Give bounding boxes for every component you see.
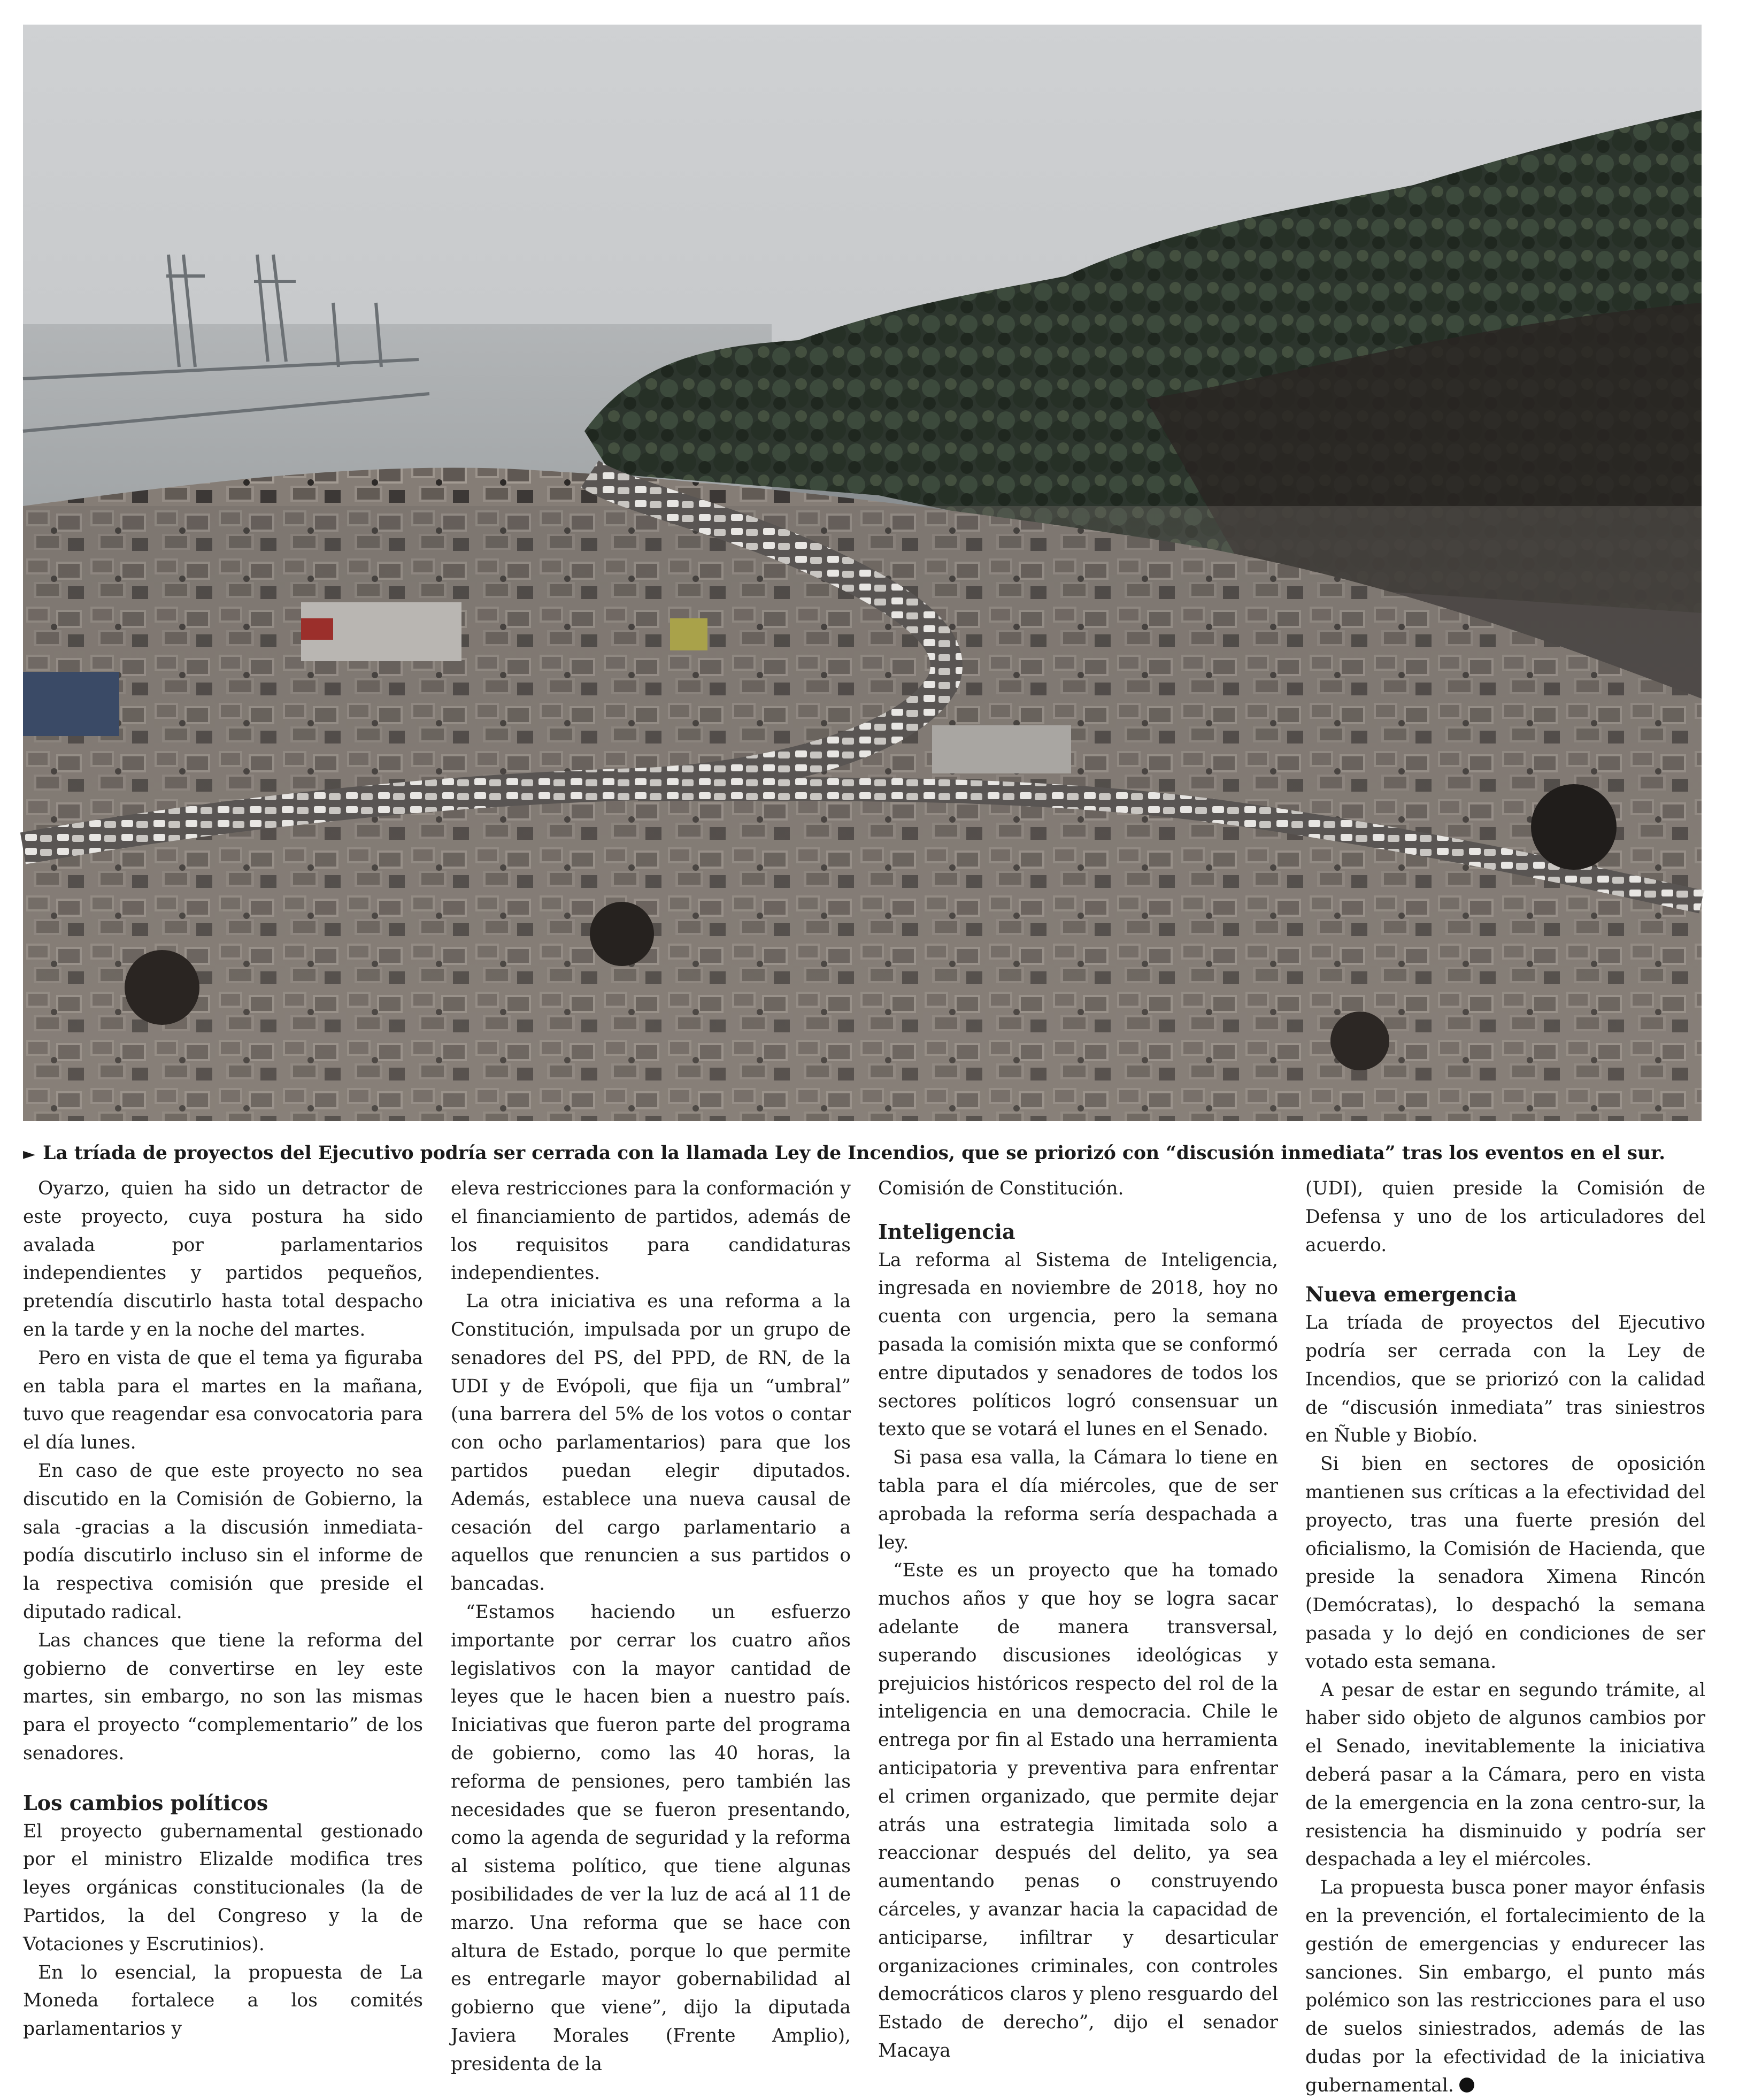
paragraph: La reforma al Sistema de Inteligencia, ingresada en noviembre de 2018, hoy no cuenta con urgencia, pero la semana pasada la comisión mixta que se conformó entre diputados y senadores de todos los sectores políticos logró consensuar un texto que se votará el lunes en el Senado. (878, 1249, 1278, 1440)
paragraph-final (1305, 1874, 1705, 2099)
caption-marker-icon: ► (23, 1145, 36, 1163)
paragraph: En caso de que este proyecto no sea discutido en la Comisión de Gobierno, la sala -gracias a la discusión inmediata- podía discutirlo incluso sin el informe de la respectiva comisión que preside el diputado radical. (23, 1460, 423, 1623)
paragraph: Las chances que tiene la reforma del gobierno de convertirse en ley este martes, sin embargo, no son las mismas para el proyecto “complementario” de los senadores. (23, 1629, 423, 1764)
paragraph: A pesar de estar en segundo trámite, al haber sido objeto de algunos cambios por el Senado, inevitablemente la iniciativa deberá pasar a la Cámara, pero en vista de la emergencia en la zona centro-sur, la resistencia ha disminuido y podría ser despachada a ley el miércoles. (1305, 1679, 1705, 1871)
paragraph: La tríada de proyectos del Ejecutivo podría ser cerrada con la Ley de Incendios, que se priorizó con la calidad de “discusión inmediata” tras siniestros en Ñuble y Biobío. (1305, 1312, 1705, 1447)
paragraph: Pero en vista de que el tema ya figuraba en tabla para el martes en la mañana, tuvo que reagendar esa convocatoria para el día lunes. (23, 1347, 423, 1454)
article-column-4 (1305, 1175, 1705, 2096)
paragraph: La otra iniciativa es una reforma a la Constitución, impulsada por un grupo de senadores del PS, del PPD, de RN, de la UDI y de Evópoli, que fija un “umbral” (una barrera del 5% de los votos o contar con ocho parlamentarios) para que los partidos puedan elegir diputados. Además, establece una nueva causal de cesación del cargo parlamentario a aquellos que renuncien a sus partidos o bancadas. (451, 1291, 851, 1595)
paragraph: En lo esencial, la propuesta de La Moneda fortalece a los comités parlamentarios y (23, 1961, 423, 2040)
paragraph: Comisión de Constitución. (878, 1178, 1124, 1199)
caption-text: La tríada de proyectos del Ejecutivo podría ser cerrada con la llamada Ley de Incendios, que se priorizó con “discusión inmediata” tras los eventos en el sur. (43, 1143, 1666, 1164)
end-of-article-icon (1459, 2078, 1474, 2093)
photo-caption (23, 1137, 1713, 1170)
article-column-1 (23, 1175, 423, 2040)
section-heading: Nueva emergencia (1305, 1282, 1517, 1307)
aerial-photo-illustration (23, 25, 1702, 1121)
paragraph: “Estamos haciendo un esfuerzo importante por cerrar los cuatro años legislativos con la mayor cantidad de leyes que le hacen bien a nuestro país. Iniciativas que fueron parte del programa de gobierno, como las 40 horas, la reforma de pensiones, pero también las necesidades que se fueron presentando, como la agenda de seguridad y la reforma al sistema político, que tiene algunas posibilidades de ver la luz de acá al 11 de marzo. Una reforma que se hace con altura de Estado, porque lo que permite es entregarle mayor gobernabilidad al gobierno que viene”, dijo la diputada Javiera Morales (Frente Amplio), presidenta de la (451, 1601, 851, 2075)
paragraph: “Este es un proyecto que ha tomado muchos años y que hoy se logra sacar adelante de manera transversal, superando discusiones ideológicas y prejuicios históricos respecto del rol de la inteligencia en una democracia. Chile le entrega por fin al Estado una herramienta anticipatoria y preventiva para enfrentar el crimen organizado, que permite dejar atrás una estrategia limitada solo a reaccionar después del delito, ya sea aumentando penas o construyendo cárceles, y avanzar hacia la capacidad de anticiparse, infiltrar y desarticular organizaciones criminales, con controles democráticos claros y pleno resguardo del Estado de derecho”, dijo el senador Macaya (878, 1560, 1278, 2061)
paragraph: (UDI), quien preside la Comisión de Defensa y uno de los articuladores del acuerdo. (1305, 1178, 1705, 1256)
section-heading: Inteligencia (878, 1219, 1015, 1244)
section-heading: Los cambios políticos (23, 1790, 268, 1815)
paragraph: eleva restricciones para la conformación y el financiamiento de partidos, además de los requisitos para candidaturas independientes. (451, 1178, 851, 1284)
paragraph: Oyarzo, quien ha sido un detractor de este proyecto, cuya postura ha sido avalada por parlamentarios independientes y partidos pequeños, pretendía discutirlo hasta total despacho en la tarde y en la noche del martes. (23, 1178, 423, 1340)
final-text: La propuesta busca poner mayor énfasis en la prevención, el fortalecimiento de la gestión de emergencias y endurecer las sanciones. Sin embargo, el punto más polémico son las restricciones para el uso de suelos siniestrados, además de las dudas por la efectividad de la iniciativa gubernamental. (1305, 1877, 1705, 2096)
article-column-2 (451, 1175, 851, 2075)
paragraph: Si bien en sectores de oposición mantienen sus críticas a la efectividad del proyecto, tras una fuerte presión del oficialismo, la Comisión de Hacienda, que preside la senadora Ximena Rincón (Demócratas), lo despachó la semana pasada y lo dejó en condiciones de ser votado esta semana. (1305, 1453, 1705, 1673)
news-photo (23, 25, 1702, 1121)
paragraph: El proyecto gubernamental gestionado por el ministro Elizalde modifica tres leyes orgánicas constitucionales (la de Partidos, la del Congreso y la de Votaciones y Escrutinios). (23, 1820, 423, 1955)
paragraph: Si pasa esa valla, la Cámara lo tiene en tabla para el día miércoles, que de ser aprobada la reforma sería despachada a ley. (878, 1447, 1278, 1553)
article-column-3 (878, 1175, 1278, 2061)
